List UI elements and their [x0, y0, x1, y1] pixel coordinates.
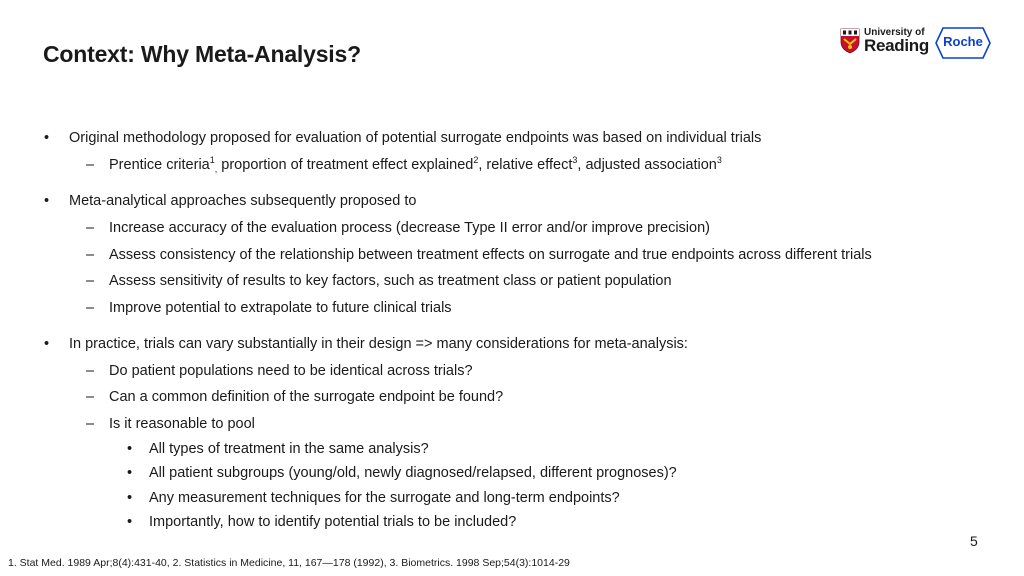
university-label: University of [864, 27, 925, 38]
footnote-references: 1. Stat Med. 1989 Apr;8(4):431-40, 2. Statistics in Medicine, 11, 167—178 (1992), 3. Biometrics. 1998 Sep;54(3):1014-29 [8, 557, 570, 569]
dash-marker: – [86, 220, 95, 236]
bullet-marker: • [127, 490, 133, 506]
logo-area [840, 26, 992, 62]
sub-sub-bullet-text: Any measurement techniques for the surrogate and long-term endpoints? [149, 490, 620, 506]
superscript: 1 [209, 155, 215, 165]
subscript-comma: , [214, 164, 218, 174]
sub-bullet-text: Is it reasonable to pool [109, 416, 255, 432]
dash-marker: – [86, 273, 95, 289]
dash-marker: – [86, 300, 95, 316]
dash-marker: – [86, 247, 95, 263]
dash-marker: – [86, 416, 95, 432]
bullet-marker: • [127, 465, 133, 481]
sub-sub-bullet-text: All types of treatment in the same analysis? [149, 441, 429, 457]
bullet-marker: • [127, 441, 133, 457]
slide-title: Context: Why Meta-Analysis? [43, 41, 361, 67]
bullet-marker: • [44, 193, 50, 209]
superscript: 3 [572, 155, 578, 165]
sub-bullet-text [109, 157, 722, 174]
sub-bullet-text: Improve potential to extrapolate to future clinical trials [109, 300, 452, 316]
text-run: proportion of treatment effect explained [217, 157, 474, 173]
bullet-marker: • [44, 336, 50, 352]
page-number: 5 [970, 533, 978, 549]
reading-shield-icon [840, 28, 860, 54]
sub-sub-bullet-text: All patient subgroups (young/old, newly diagnosed/relapsed, different prognoses)? [149, 465, 677, 481]
bullet-marker: • [127, 514, 133, 530]
dash-marker: – [86, 157, 95, 173]
sub-bullet-text: Assess sensitivity of results to key factors, such as treatment class or patient population [109, 273, 672, 289]
superscript: 2 [473, 155, 479, 165]
sub-bullet-text: Can a common definition of the surrogate endpoint be found? [109, 389, 504, 405]
sub-sub-bullet-text: Importantly, how to identify potential trials to be included? [149, 514, 517, 530]
sub-bullet-text: Do patient populations need to be identical across trials? [109, 363, 473, 379]
bullet-text: In practice, trials can vary substantially in their design => many considerations for meta-analysis: [69, 336, 688, 352]
text-run: , adjusted association [577, 157, 717, 173]
roche-label: Roche [943, 34, 983, 49]
university-of-reading-logo [840, 28, 929, 54]
text-run: Prentice criteria [109, 157, 210, 173]
roche-logo [935, 26, 991, 60]
dash-marker: – [86, 363, 95, 379]
bullet-text: Original methodology proposed for evaluation of potential surrogate endpoints was based on individual trials [69, 130, 762, 146]
bullet-marker: • [44, 130, 50, 146]
sub-bullet-text: Increase accuracy of the evaluation process (decrease Type II error and/or improve precision) [109, 220, 710, 236]
bullet-text: Meta-analytical approaches subsequently proposed to [69, 193, 417, 209]
text-run: , relative effect [478, 157, 573, 173]
superscript: 3 [716, 155, 722, 165]
sub-bullet-text: Assess consistency of the relationship between treatment effects on surrogate and true endpoints across different trials [109, 247, 872, 263]
dash-marker: – [86, 389, 95, 405]
reading-label: Reading [864, 36, 929, 55]
